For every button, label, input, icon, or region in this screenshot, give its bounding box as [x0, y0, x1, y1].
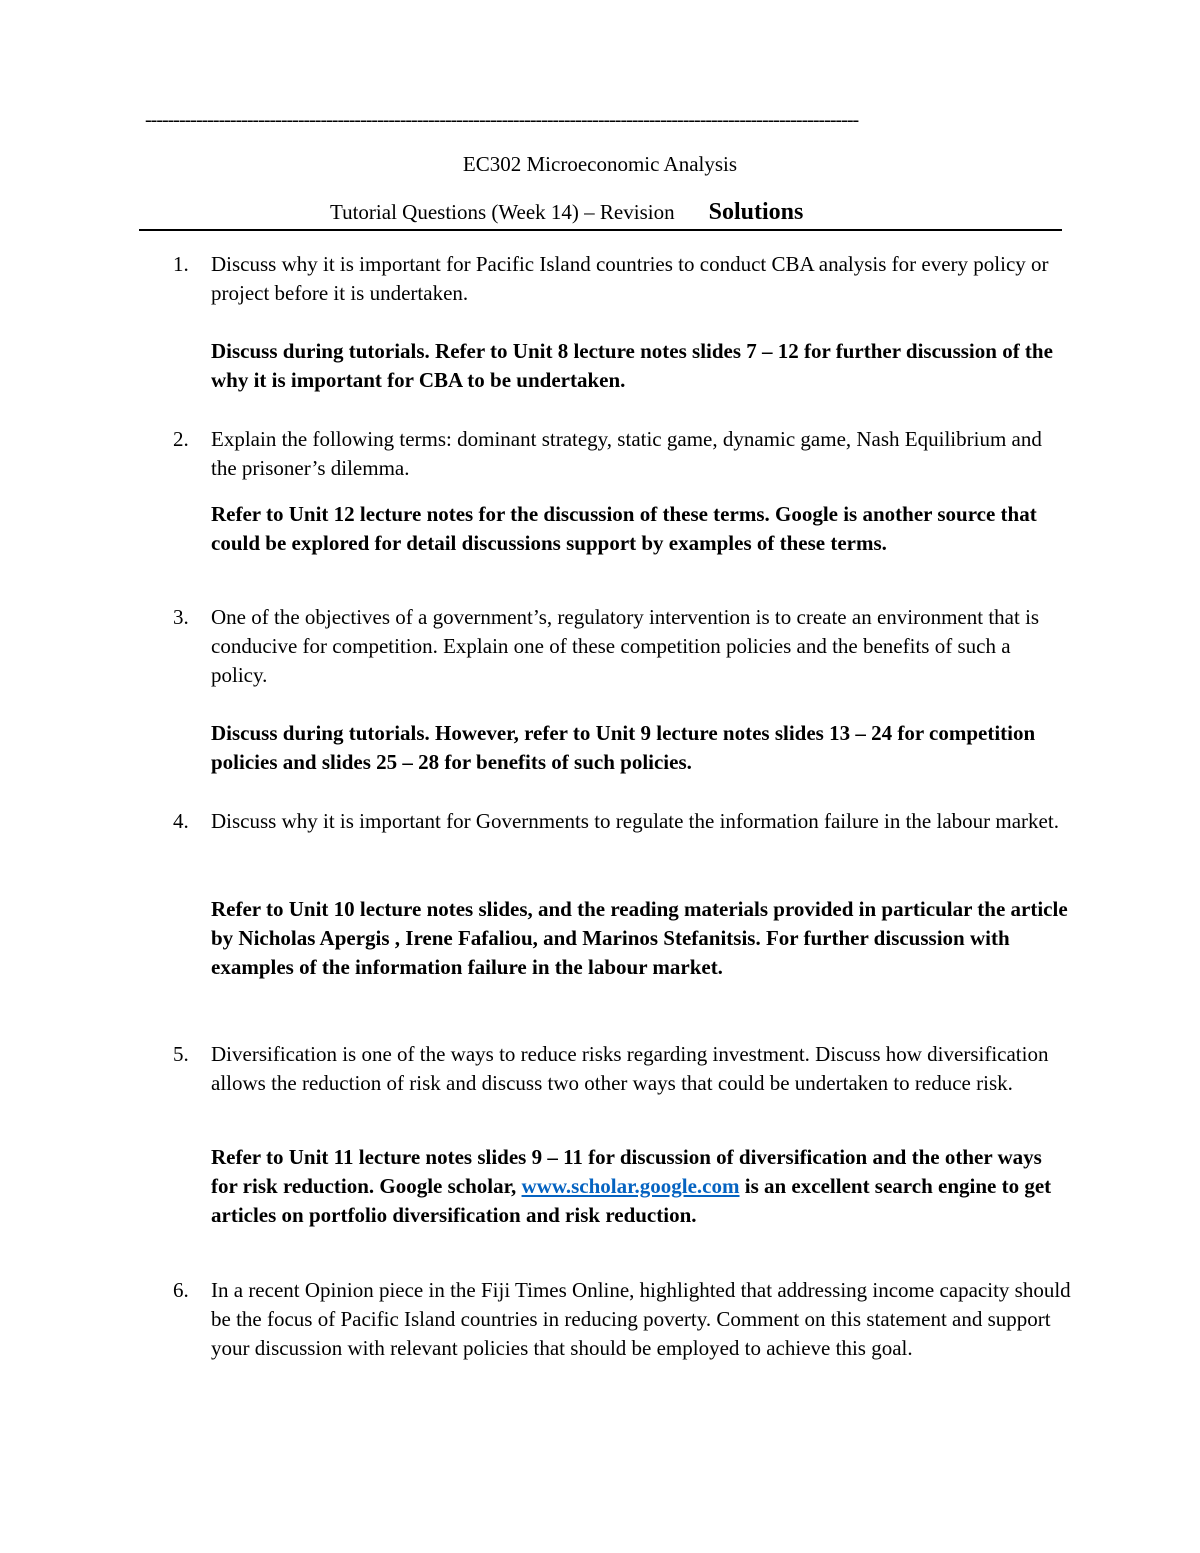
answer-text: Refer to Unit 10 lecture notes slides, and the reading materials provided in particular the article by Nicholas Apergis , Irene Fafaliou, and Marinos Stefanitsis. For further discussion with examples of the information failure in the labour market. — [211, 897, 1068, 979]
tutorial-subtitle: Tutorial Questions (Week 14) – Revision — [330, 200, 675, 224]
question-text: Diversification is one of the ways to reduce risks regarding investment. Discuss how diversification allows the reduction of risk and discuss two other ways that could be undertaken to reduce risk. — [211, 1042, 1049, 1095]
question-number: 1. — [173, 252, 189, 276]
question-text: One of the objectives of a government’s, regulatory intervention is to create an environment that is conducive for competition. Explain one of these competition policies and the benefits of such a policy. — [211, 605, 1040, 687]
question-text: In a recent Opinion piece in the Fiji Times Online, highlighted that addressing income capacity should be the focus of Pacific Island countries in reducing poverty. Comment on this statement and support your discussion with relevant policies that should be employed to achieve this goal. — [211, 1278, 1071, 1360]
answer-text-end: is an excellent search engine to get articles on portfolio diversification and risk reduction. — [211, 1174, 1052, 1227]
question-text: Discuss why it is important for Pacific Island countries to conduct CBA analysis for every policy or project before it is undertaken. — [211, 252, 1049, 305]
question-number: 5. — [173, 1042, 189, 1066]
course-title: EC302 Microeconomic Analysis — [462, 152, 738, 176]
answer-text — [211, 1143, 1071, 1230]
answer-text: Discuss during tutorials. However, refer to Unit 9 lecture notes slides 13 – 24 for competition policies and slides 25 – 28 for benefits of such policies. — [211, 721, 1036, 774]
answer-text: Refer to Unit 12 lecture notes for the discussion of these terms. Google is another source that could be explored for detail discussions support by examples of these terms. — [211, 502, 1037, 555]
scholar-link[interactable]: www.scholar.google.com — [521, 1174, 740, 1198]
question-text: Discuss why it is important for Governments to regulate the information failure in the labour market. — [211, 809, 1059, 833]
question-number: 2. — [173, 427, 189, 451]
answer-text: Discuss during tutorials. Refer to Unit 8 lecture notes slides 7 – 12 for further discussion of the why it is important for CBA to be undertaken. — [211, 339, 1053, 392]
header-divider — [139, 229, 1062, 231]
question-number: 4. — [173, 809, 189, 833]
question-number: 6. — [173, 1278, 189, 1302]
answer-text-start: Refer to Unit 11 lecture notes slides 9 – 11 for discussion of diversification and the other ways for risk reduction. Google scholar, — [211, 1145, 1042, 1198]
dashed-separator: ------------------------------------------------------------------------------------------------------------------------------ — [145, 109, 859, 131]
question-number: 3. — [173, 605, 189, 629]
subtitle-row — [330, 198, 803, 226]
question-text: Explain the following terms: dominant strategy, static game, dynamic game, Nash Equilibrium and the prisoner’s dilemma. — [211, 427, 1042, 480]
solutions-label: Solutions — [708, 199, 804, 225]
